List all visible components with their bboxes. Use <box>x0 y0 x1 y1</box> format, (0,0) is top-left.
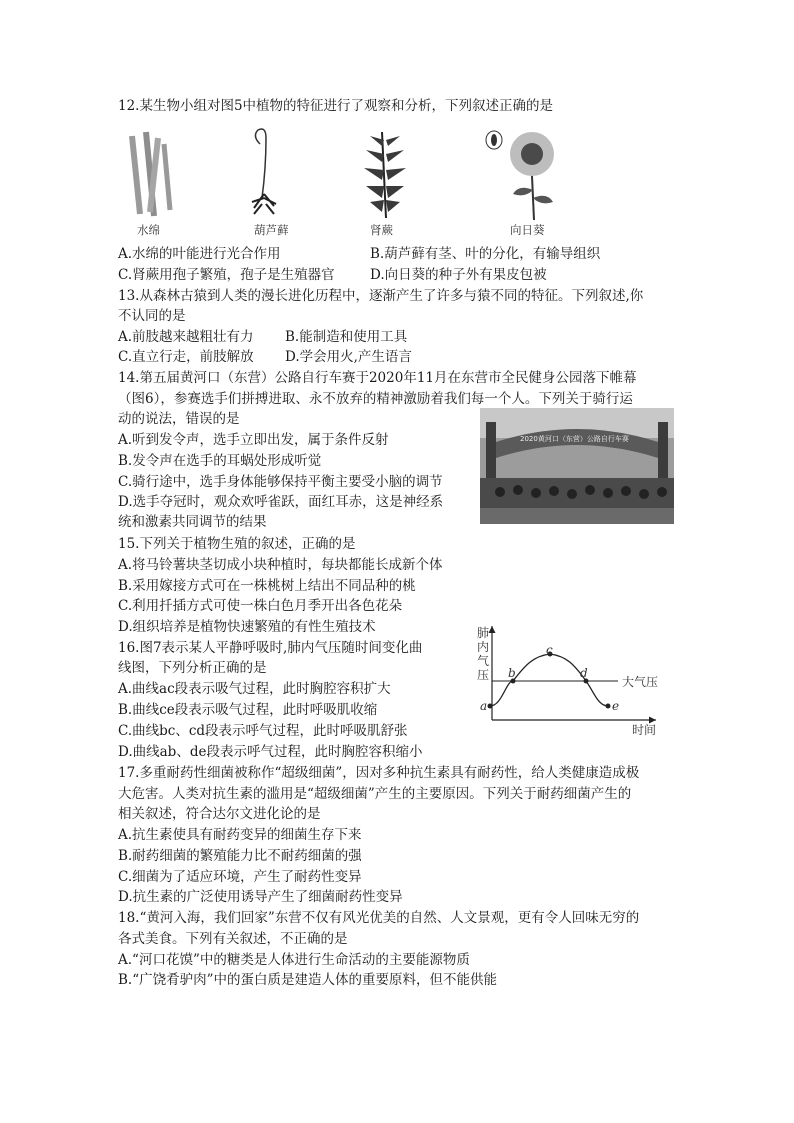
q12-option-d: D.向日葵的种子外有果皮包被 <box>370 267 547 283</box>
q17-stem-line3: 相关叙述，符合达尔文进化论的是 <box>118 806 321 822</box>
q17-option-c: C.细菌为了适应环境，产生了耐药性变异 <box>118 869 362 885</box>
q15-option-b: B.采用嫁接方式可在一株桃树上结出不同品种的桃 <box>118 578 416 594</box>
q14-option-d-line2: 统和激素共同调节的结果 <box>118 514 267 530</box>
q12-stem: 12.某生物小组对图5中植物的特征进行了观察和分析，下列叙述正确的是 <box>118 98 554 114</box>
figure-5-plants <box>120 124 580 224</box>
q18-option-a: A.“河口花馍”中的糖类是人体进行生命活动的主要能源物质 <box>118 952 470 968</box>
q12-option-c: C.肾蕨用孢子繁殖，孢子是生殖器官 <box>118 267 335 283</box>
q14-stem-line2: （图6），参赛选手们拼搏进取、永不放弃的精神激励着我们每一个人。下列关于骑行运 <box>118 391 633 407</box>
graph-label-b: b <box>508 666 516 680</box>
q14-option-b: B.发令声在选手的耳蜗处形成听觉 <box>118 453 322 469</box>
race-photo-banner-text: 2020黄河口（东营）公路自行车赛 <box>520 435 629 443</box>
q15-stem: 15.下列关于植物生殖的叙述，正确的是 <box>118 536 356 552</box>
q17-option-a: A.抗生素使具有耐药变异的细菌生存下来 <box>118 827 362 843</box>
q16-stem-line2: 线图，下列分析正确的是 <box>118 660 267 676</box>
q15-option-d: D.组织培养是植物快速繁殖的有性生殖技术 <box>118 619 376 635</box>
figure-label-sunflower: 向日葵 <box>510 223 545 237</box>
q16-option-a: A.曲线ac段表示吸气过程，此时胸腔容积扩大 <box>118 681 391 697</box>
q16-option-b: B.曲线ce段表示吸气过程，此时呼吸肌收缩 <box>118 702 378 718</box>
race-photo-drawing <box>480 408 674 524</box>
fern-drawing <box>364 132 406 218</box>
q18-option-b: B.“广饶肴驴肉”中的蛋白质是建造人体的重要原料，但不能供能 <box>118 972 498 988</box>
q13-stem-line1: 13.从森林古猿到人类的漫长进化历程中，逐渐产生了许多与猿不同的特征。下列叙述,你 <box>118 288 644 304</box>
q16-stem-line1: 16.图7表示某人平静呼吸时,肺内气压随时间变化曲 <box>118 640 423 656</box>
q14-option-c: C.骑行途中，选手身体能够保持平衡主要受小脑的调节 <box>118 474 443 490</box>
q13-option-b: B.能制造和使用工具 <box>285 329 408 345</box>
q15-option-c: C.利用扦插方式可使一株白色月季开出各色花朵 <box>118 598 403 614</box>
spirogyra-drawing <box>132 132 170 216</box>
q17-option-d: D.抗生素的广泛使用诱导产生了细菌耐药性变异 <box>118 889 403 905</box>
q12-option-b: B.葫芦藓有茎、叶的分化，有输导组织 <box>370 246 601 262</box>
graph-y-label: 肺内气压 <box>477 626 490 682</box>
q17-stem-line1: 17.多重耐药性细菌被称作“超级细菌”，因对多种抗生素具有耐药性，给人类健康造成极 <box>118 765 640 781</box>
pressure-curve <box>490 654 608 706</box>
graph-label-a: a <box>480 699 488 713</box>
moss-drawing <box>252 129 276 214</box>
sunflower-drawing <box>486 131 554 220</box>
figure-label-spirogyra: 水绵 <box>137 223 160 237</box>
q15-option-a: A.将马铃薯块茎切成小块种植时，每块都能长成新个体 <box>118 557 443 573</box>
q14-stem-line1: 14.第五届黄河口（东营）公路自行车赛于2020年11月在东营市全民健身公园落下帷幕 <box>118 370 637 386</box>
q17-stem-line2: 大危害。人类对抗生素的滥用是“超级细菌”产生的主要原因。下列关于耐药细菌产生的 <box>118 786 632 802</box>
graph-reference-label: 大气压 <box>622 675 659 689</box>
figure-6-race-photo <box>480 408 674 524</box>
q14-option-a: A.听到发令声，选手立即出发，属于条件反射 <box>118 432 389 448</box>
q14-stem-line3: 动的说法，错误的是 <box>118 411 240 427</box>
graph-label-d: d <box>580 666 588 680</box>
figure-label-moss: 葫芦藓 <box>254 223 289 237</box>
q16-option-d: D.曲线ab、de段表示呼气过程，此时胸腔容积缩小 <box>118 744 423 760</box>
graph-x-label: 时间 <box>632 723 657 737</box>
q12-option-a: A.水绵的叶能进行光合作用 <box>118 246 281 262</box>
point-e <box>606 704 611 709</box>
q16-option-c: C.曲线bc、cd段表示呼气过程，此时呼吸肌舒张 <box>118 723 408 739</box>
figure-label-fern: 肾蕨 <box>370 223 393 237</box>
q18-stem-line1: 18.“黄河入海，我们回家”东营不仅有风光优美的自然、人文景观，更有令人回味无穷的 <box>118 910 640 926</box>
graph-label-c: c <box>546 643 553 657</box>
q13-option-d: D.学会用火,产生语言 <box>285 349 412 365</box>
point-a <box>488 704 493 709</box>
q13-option-a: A.前肢越来越粗壮有力 <box>118 329 254 345</box>
q14-option-d-line1: D.选手夺冠时，观众欢呼雀跃，面红耳赤，这是神经系 <box>118 494 444 510</box>
q13-option-c: C.直立行走，前肢解放 <box>118 349 254 365</box>
graph-label-e: e <box>612 699 620 713</box>
q18-stem-line2: 各式美食。下列有关叙述，不正确的是 <box>118 931 348 947</box>
q13-stem-line2: 不认同的是 <box>118 308 186 324</box>
q17-option-b: B.耐药细菌的繁殖能力比不耐药细菌的强 <box>118 848 362 864</box>
